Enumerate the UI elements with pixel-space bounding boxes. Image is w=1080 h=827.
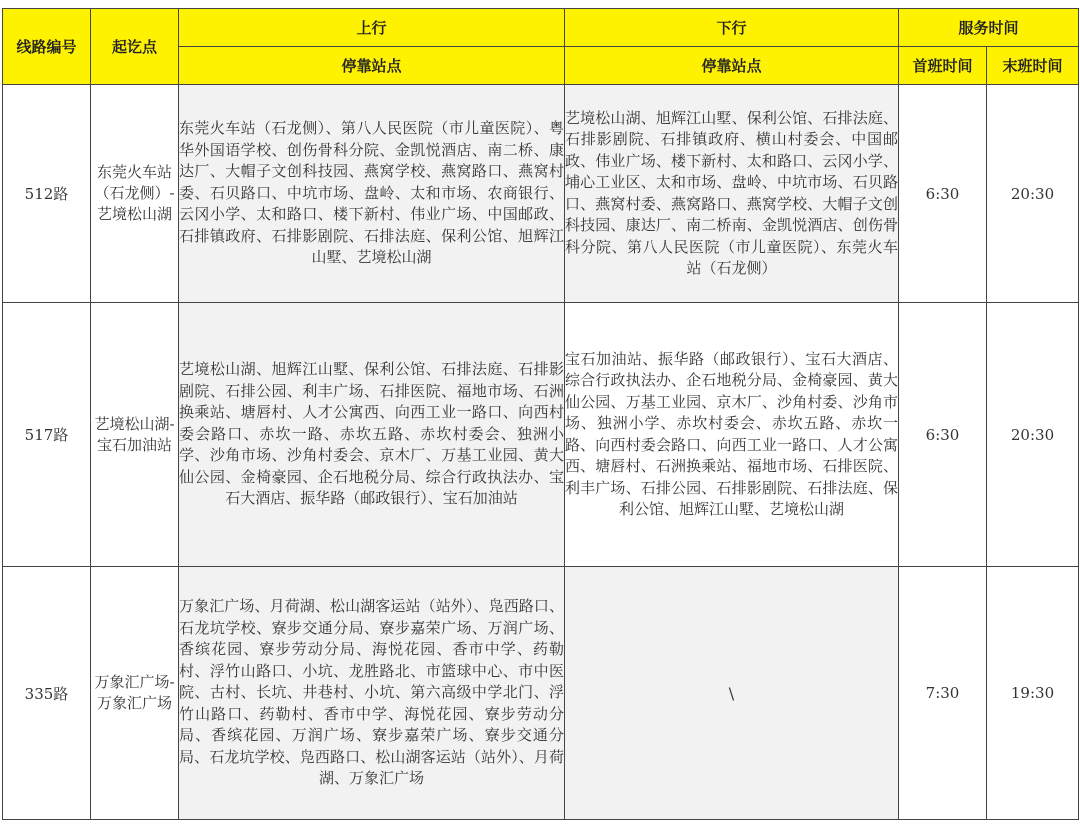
up-stops: 艺境松山湖、旭辉江山墅、保利公馆、石排法庭、石排影剧院、石排公园、利丰广场、石排医院、福地市场、石洲换乘站、塘唇村、人才公寓西、向西工业一路口、向西村委会路口、赤坎一路、赤坎五路、赤坎村委会、独洲小学、沙角市场、沙角村委会、京木厂、万基工业园、黄大仙公园、金椅豪园、企石地税分局、综合行政执法办、宝石大酒店、振华路（邮政银行）、宝石加油站 bbox=[179, 303, 565, 567]
table-row bbox=[3, 85, 1079, 303]
last-bus-time: 19:30 bbox=[987, 567, 1079, 820]
last-bus-header: 末班时间 bbox=[987, 47, 1079, 85]
route-endpoints: 万象汇广场-万象汇广场 bbox=[91, 567, 179, 820]
up-stops: 万象汇广场、月荷湖、松山湖客运站（站外）、凫西路口、石龙坑学校、寮步交通分局、寮步嘉荣广场、万润广场、香缤花园、寮步劳动分局、海悦花园、香市中学、药勒村、浮竹山路口、小坑、龙胜路北、市篮球中心、市中医院、古村、长坑、井巷村、小坑、第六高级中学北门、浮竹山路口、药勒村、香市中学、海悦花园、寮步劳动分局、香缤花园、万润广场、寮步嘉荣广场、寮步交通分局、石龙坑学校、凫西路口、松山湖客运站（站外）、月荷湖、万象汇广场 bbox=[179, 567, 565, 820]
last-bus-time: 20:30 bbox=[987, 303, 1079, 567]
down-stops-header: 停靠站点 bbox=[565, 47, 899, 85]
route-endpoints: 艺境松山湖-宝石加油站 bbox=[91, 303, 179, 567]
up-stops: 东莞火车站（石龙侧）、第八人民医院（市儿童医院）、粤华外国语学校、创伤骨科分院、金凯悦酒店、南二桥、康达厂、大帽子文创科技园、燕窝学校、燕窝路口、燕窝村委、石贝路口、中坑市场、盘岭、太和市场、农商银行、云冈小学、太和路口、楼下新村、伟业广场、中国邮政、石排镇政府、石排影剧院、石排法庭、保利公馆、旭辉江山墅、艺境松山湖 bbox=[179, 85, 565, 303]
down-stops: 艺境松山湖、旭辉江山墅、保利公馆、石排法庭、石排影剧院、石排镇政府、横山村委会、中国邮政、伟业广场、楼下新村、太和路口、云冈小学、埔心工业区、太和市场、盘岭、中坑市场、石贝路口、燕窝村委、燕窝路口、燕窝学校、大帽子文创科技园、康达厂、南二桥南、金凯悦酒店、创伤骨科分院、第八人民医院（市儿童医院）、东莞火车站（石龙侧） bbox=[565, 85, 899, 303]
route-number: 512路 bbox=[3, 85, 91, 303]
header-row-1 bbox=[3, 9, 1079, 47]
bus-route-table bbox=[2, 8, 1079, 820]
first-bus-time: 6:30 bbox=[899, 303, 987, 567]
route-number: 517路 bbox=[3, 303, 91, 567]
last-bus-time: 20:30 bbox=[987, 85, 1079, 303]
first-bus-time: 7:30 bbox=[899, 567, 987, 820]
first-bus-time: 6:30 bbox=[899, 85, 987, 303]
down-stops: 宝石加油站、振华路（邮政银行）、宝石大酒店、综合行政执法办、企石地税分局、金椅豪园、黄大仙公园、万基工业园、京木厂、沙角村委、沙角市场、独洲小学、赤坎村委会、赤坎五路、赤坎一路、向西村委会路口、向西工业一路口、人才公寓西、塘唇村、石洲换乘站、福地市场、石排医院、利丰广场、石排公园、石排影剧院、石排法庭、保利公馆、旭辉江山墅、艺境松山湖 bbox=[565, 303, 899, 567]
route-number: 335路 bbox=[3, 567, 91, 820]
table-row bbox=[3, 567, 1079, 820]
down-header: 下行 bbox=[565, 9, 899, 47]
route-endpoints: 东莞火车站（石龙侧）-艺境松山湖 bbox=[91, 85, 179, 303]
first-bus-header: 首班时间 bbox=[899, 47, 987, 85]
table-row bbox=[3, 303, 1079, 567]
up-header: 上行 bbox=[179, 9, 565, 47]
up-stops-header: 停靠站点 bbox=[179, 47, 565, 85]
endpoints-header: 起讫点 bbox=[91, 9, 179, 85]
down-stops: \ bbox=[565, 567, 899, 820]
route-no-header: 线路编号 bbox=[3, 9, 91, 85]
service-time-header: 服务时间 bbox=[899, 9, 1079, 47]
